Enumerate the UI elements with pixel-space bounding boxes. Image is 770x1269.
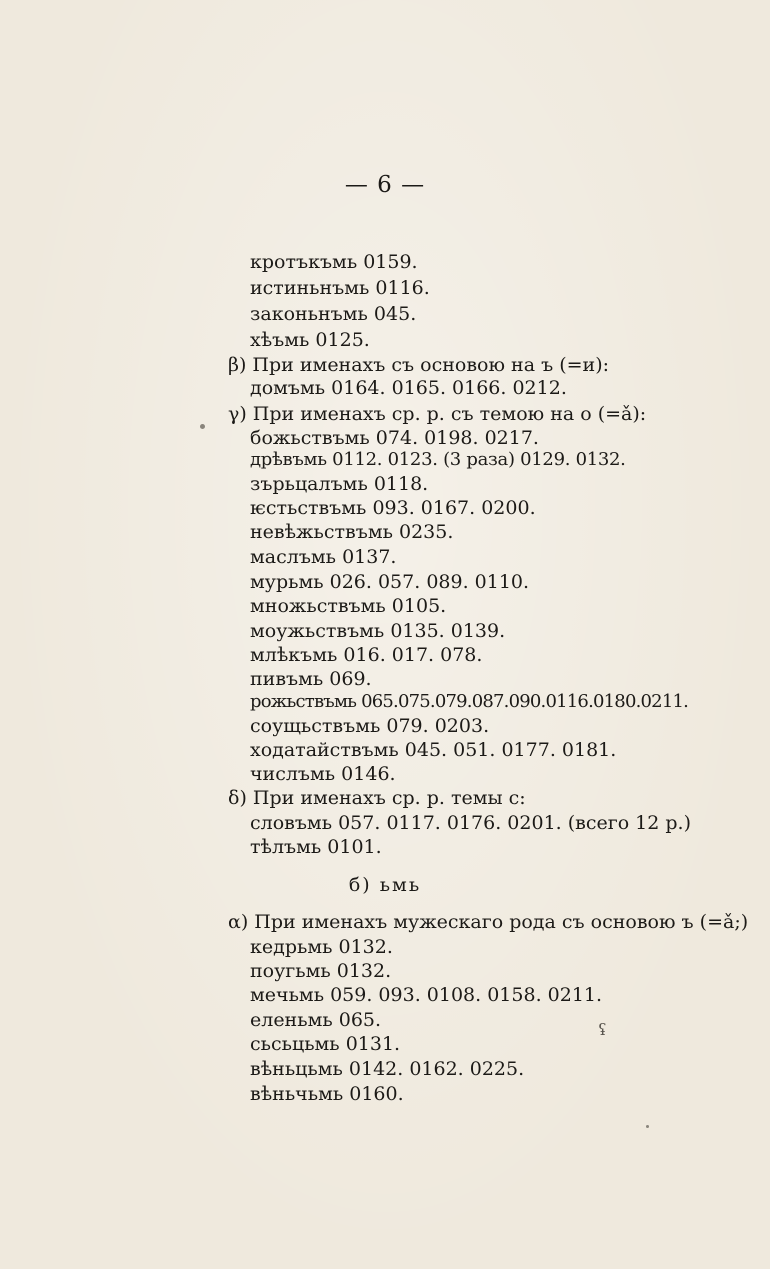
text-line: числъмь 0146. xyxy=(250,763,396,785)
text-line: ѥстьствъмь 093. 0167. 0200. xyxy=(250,497,536,519)
text-line: еленьмь 065. xyxy=(250,1009,382,1031)
text-line: рожьствъмь 065.075.079.087.090.0116.0180.0211. xyxy=(250,691,689,712)
text-line: вѣньцьмь 0142. 0162. 0225. xyxy=(250,1058,525,1080)
text-line: пивъмь 069. xyxy=(250,668,372,690)
text-line: δ) При именахъ ср. р. темы с: xyxy=(228,787,526,809)
text-line: истиньнъмь 0116. xyxy=(250,277,430,299)
text-line: сьсьцьмь 0131. xyxy=(250,1033,401,1055)
text-line: кедрьмь 0132. xyxy=(250,936,393,958)
text-line: домъмь 0164. 0165. 0166. 0212. xyxy=(250,377,567,399)
text-line: мурьмь 026. 057. 089. 0110. xyxy=(250,571,530,593)
text-line: соущьствъмь 079. 0203. xyxy=(250,715,490,737)
text-line: ходатайствъмь 045. 051. 0177. 0181. xyxy=(250,739,617,761)
section-heading: б) ьмь xyxy=(348,874,422,896)
text-line: законьнъмь 045. xyxy=(250,303,417,325)
text-line: β) При именахъ съ основою на ъ (=и): xyxy=(228,354,610,376)
text-line: моужьствъмь 0135. 0139. xyxy=(250,620,506,642)
text-line: божьствъмь 074. 0198. 0217. xyxy=(250,427,539,449)
text-line: маслъмь 0137. xyxy=(250,546,397,568)
text-line: хѣъмь 0125. xyxy=(250,329,370,351)
text-line: множьствъмь 0105. xyxy=(250,595,447,617)
scan-speck xyxy=(646,1125,649,1128)
text-line: млѣкъмь 016. 017. 078. xyxy=(250,644,483,666)
page-number: — 6 — xyxy=(344,172,426,198)
text-line: вѣньчьмь 0160. xyxy=(250,1083,404,1105)
text-line: кротъкъмь 0159. xyxy=(250,251,418,273)
text-line: дрѣвъмь 0112. 0123. (3 раза) 0129. 0132. xyxy=(250,449,626,470)
text-line: зърьцалъмь 0118. xyxy=(250,473,429,495)
text-line: поугьмь 0132. xyxy=(250,960,392,982)
text-line: α) При именахъ мужескаго рода съ основою ъ (=ǎ;) xyxy=(228,911,749,933)
scan-speck xyxy=(200,424,205,429)
margin-mark-icon: ʢ xyxy=(598,1020,607,1039)
text-line: невѣжьствъмь 0235. xyxy=(250,521,454,543)
text-line: тѣлъмь 0101. xyxy=(250,836,382,858)
text-line: γ) При именахъ ср. р. съ темою на о (=ǎ): xyxy=(228,403,647,425)
text-line: мечьмь 059. 093. 0108. 0158. 0211. xyxy=(250,984,603,1006)
text-line: словъмь 057. 0117. 0176. 0201. (всего 12 р.) xyxy=(250,812,691,834)
